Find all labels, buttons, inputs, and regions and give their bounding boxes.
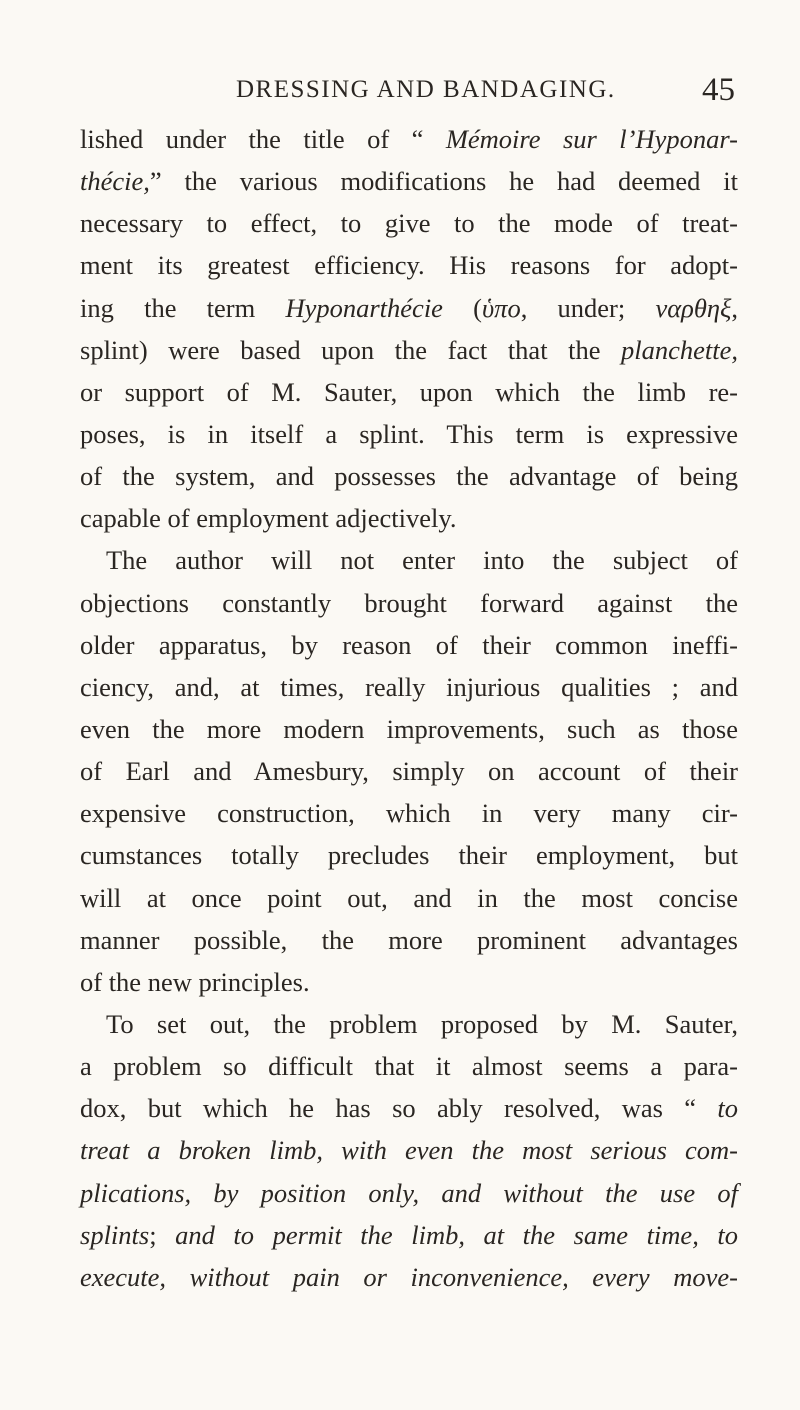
italic-span: ναρθηξ <box>655 292 732 323</box>
italic-span: planchette, <box>621 334 738 365</box>
text-span: or support of M. Sauter, upon which the limb re- <box>80 376 738 407</box>
text-line <box>80 877 738 919</box>
text-span: capable of employment adjectively. <box>80 503 457 534</box>
text-span: of the system, and possesses the advantage of being <box>80 461 738 492</box>
text-line <box>80 413 738 455</box>
text-span: poses, is in itself a splint. This term is expressive <box>80 418 738 449</box>
text-span: older apparatus, by reason of their common ineffi- <box>80 629 738 660</box>
text-line <box>80 202 738 244</box>
text-line <box>80 1256 738 1298</box>
page-header <box>80 72 735 116</box>
text-line <box>80 1087 738 1129</box>
running-title: DRESSING AND BANDAGING. <box>236 76 616 103</box>
text-span: ” the various modifications he had deemed it <box>149 166 738 197</box>
text-line <box>80 708 738 750</box>
text-line <box>80 160 738 202</box>
text-span: ( <box>442 292 482 323</box>
italic-span: and to permit the limb, at the same time, to <box>175 1219 738 1250</box>
text-line <box>80 244 738 286</box>
italic-span: execute, without pain or inconvenience, every move- <box>80 1261 738 1292</box>
text-line <box>80 624 738 666</box>
text-span: a problem so difficult that it almost seems a para- <box>80 1051 738 1082</box>
text-line <box>80 497 738 539</box>
text-line <box>80 371 738 413</box>
text-line <box>80 961 738 1003</box>
text-span: ment its greatest efficiency. His reasons for adopt- <box>80 250 738 281</box>
text-span: of Earl and Amesbury, simply on account of their <box>80 756 738 787</box>
text-span: , under; <box>520 292 656 323</box>
text-span: ; <box>149 1219 176 1250</box>
text-line <box>80 1003 738 1045</box>
text-span: , <box>731 292 738 323</box>
text-span: even the more modern improvements, such as those <box>80 713 738 744</box>
italic-span: treat a broken limb, with even the most serious com- <box>80 1135 738 1166</box>
text-line <box>80 329 738 371</box>
text-span: will at once point out, and in the most concise <box>80 882 738 913</box>
page-number: 45 <box>702 72 735 108</box>
text-span: To set out, the problem proposed by M. Sauter, <box>106 1008 738 1039</box>
italic-span: ὑπο <box>482 292 521 323</box>
italic-span: splints <box>80 1219 150 1250</box>
text-line <box>80 666 738 708</box>
text-line <box>80 750 738 792</box>
text-line <box>80 1045 738 1087</box>
text-span: necessary to effect, to give to the mode of treat- <box>80 208 738 239</box>
text-span: expensive construction, which in very many cir- <box>80 798 738 829</box>
text-span: objections constantly brought forward against the <box>80 587 738 618</box>
italic-span: Mémoire sur l’Hyponar- <box>445 124 738 154</box>
text-line <box>80 792 738 834</box>
text-line <box>80 1214 738 1256</box>
text-line <box>80 1172 738 1214</box>
text-span: The author will not enter into the subject of <box>106 545 738 576</box>
text-span: lished under the title of “ <box>80 124 446 154</box>
text-line <box>80 118 738 160</box>
text-line <box>80 287 738 329</box>
text-line <box>80 455 738 497</box>
italic-span: Hyponarthécie <box>285 292 443 323</box>
text-span: manner possible, the more prominent advantages <box>80 924 738 955</box>
italic-span: to <box>717 1093 738 1124</box>
text-span: cumstances totally precludes their employment, but <box>80 840 738 871</box>
text-span: dox, but which he has so ably resolved, was “ <box>80 1093 718 1124</box>
text-line <box>80 919 738 961</box>
text-span: of the new principles. <box>80 966 310 997</box>
text-span: splint) were based upon the fact that the <box>80 334 621 365</box>
text-line <box>80 1129 738 1171</box>
text-line <box>80 582 738 624</box>
italic-span: plications, by position only, and without the use of <box>80 1177 738 1208</box>
text-line <box>80 834 738 876</box>
italic-span: thécie, <box>80 166 150 197</box>
text-span: ing the term <box>80 292 286 323</box>
body-text <box>80 118 738 1298</box>
text-span: ciency, and, at times, really injurious qualities ; and <box>80 671 738 702</box>
text-line <box>80 539 738 581</box>
